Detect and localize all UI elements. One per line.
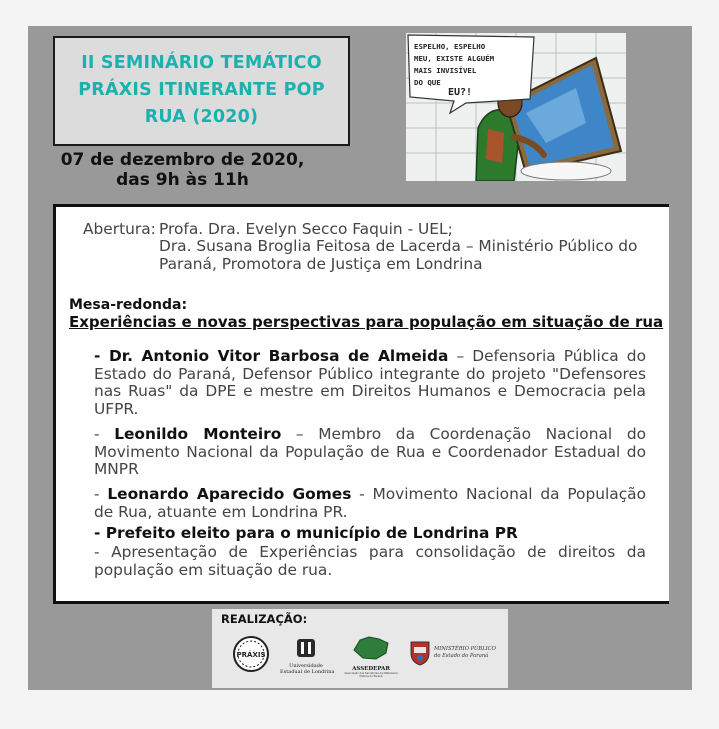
uel-logo	[280, 637, 335, 675]
speaker-3-desc: - Movimento Nacional da População de Rua, atuante em Londrina PR.	[94, 485, 647, 521]
speaker-2-name: Leonildo Monteiro	[114, 425, 282, 443]
program-card	[53, 204, 669, 604]
speaker-1-prefix: -	[94, 347, 109, 365]
bubble-line-1: ESPELHO, ESPELHO	[414, 42, 486, 51]
mp-name	[434, 646, 506, 660]
assedepar-logo	[344, 634, 398, 678]
praxis-logo-text: PRÁXIS	[236, 651, 266, 659]
uel-name-line-2: Estadual de Londrina	[280, 669, 335, 675]
speaker-2-desc: – Membro da Coordenação Nacional do Movimento Nacional da População de Rua e Coordenador Estadual do MNPR	[94, 425, 647, 478]
uel-name-line-1: Universidade	[289, 663, 323, 669]
closing-line: - Apresentação de Experiências para consolidação de direitos da população em situação de rua.	[94, 543, 646, 579]
bubble-line-5: EU?!	[448, 87, 473, 98]
seminar-title	[55, 50, 348, 131]
speaker-1	[94, 348, 646, 418]
praxis-logo	[232, 635, 270, 673]
assedepar-name: ASSEDEPAR	[352, 666, 390, 672]
speaker-2	[94, 426, 646, 479]
mp-name-line-1: MINISTÉRIO PÚBLICO	[434, 646, 496, 652]
speaker-2-prefix: -	[94, 425, 115, 443]
date-line-1: 07 de dezembro de 2020,	[60, 150, 305, 170]
title-line-1: II SEMINÁRIO TEMÁTICO	[81, 53, 322, 73]
title-box	[53, 36, 350, 146]
event-date	[40, 150, 325, 190]
realizacao-label: REALIZAÇÃO:	[221, 612, 308, 626]
opening-label: Abertura:	[83, 220, 156, 238]
speaker-1-desc: – Defensoria Pública do Estado do Paraná, Defensor Público integrante do projeto "Defensores nas Ruas" da DPE e mestre em Direitos Humanos e Democracia pela UFPR.	[94, 347, 646, 418]
assedepar-subtitle: Associação dos Servidores da Defensoria Pública do Paraná	[344, 672, 398, 678]
mp-coat-of-arms-icon	[408, 639, 432, 667]
bubble-line-2: MEU, EXISTE ALGUÉM	[414, 54, 495, 63]
speaker-1-name: Dr. Antonio Vitor Barbosa de Almeida	[108, 347, 449, 365]
sponsors-footer	[212, 609, 508, 688]
bubble-line-3: MAIS INVISÍVEL	[414, 66, 477, 75]
parana-map-icon	[351, 634, 391, 662]
bubble-line-4: DO QUE	[414, 78, 441, 87]
uel-emblem-icon	[295, 637, 317, 659]
speaker-3-name: Leonardo Aparecido Gomes	[107, 485, 352, 503]
mesa-title: Experiências e novas perspectivas para população em situação de rua	[69, 313, 664, 331]
opening-speaker-2: Dra. Susana Broglia Feitosa de Lacerda – Ministério Público do Paraná, Promotora de Justiça em Londrina	[159, 237, 638, 273]
date-line-2: das 9h às 11h	[116, 170, 249, 190]
mayor-line: - Prefeito eleito para o município de Londrina PR	[94, 524, 518, 542]
speaker-3-prefix: -	[94, 485, 108, 503]
speaker-3	[94, 486, 646, 521]
mp-name-line-2: do Estado do Paraná	[434, 653, 489, 659]
title-line-2: PRÁXIS ITINERANTE POP	[78, 80, 325, 100]
mesa-label: Mesa-redonda:	[69, 297, 188, 313]
title-line-3: RUA (2020)	[144, 107, 259, 127]
opening-speaker-1: Profa. Dra. Evelyn Secco Faquin - UEL;	[159, 220, 453, 238]
mirror-cartoon	[406, 33, 626, 181]
